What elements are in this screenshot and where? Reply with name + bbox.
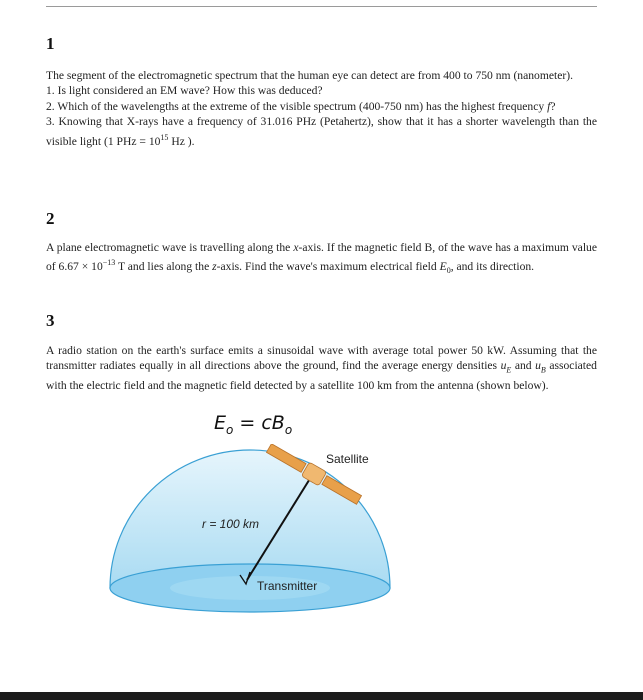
- section-2-text: [46, 240, 597, 279]
- transmitter-label: Transmitter: [257, 579, 318, 593]
- section-1-number: 1: [46, 34, 55, 53]
- satellite-dome-figure: [100, 444, 400, 620]
- section-1-text: [46, 68, 597, 149]
- section-1-question-3: 3. Knowing that X-rays have a frequency of 31.016 PHz (Petahertz), show that it has a shorter wavelength than the visible light (1 PHz = $10^{15}$ Hz ).: [46, 115, 597, 148]
- section-3-paragraph: A radio station on the earth's surface emits a sinusoidal wave with average total power 50 kW. Assuming that the transmitter radiates equally in all directions above the ground, find the average energy densities $u_E$ and $u_B$ associated with the electric field and the magnetic field detected by a satellite 100 km from the antenna (shown below).: [46, 344, 597, 393]
- formula-e-equals-cb: $E_o = cB_o$: [214, 412, 293, 437]
- section-1-question-1: 1. Is light considered an EM wave? How this was deduced?: [46, 84, 323, 98]
- bottom-bar: [0, 692, 643, 700]
- section-1-question-2: 2. Which of the wavelengths at the extreme of the visible spectrum (400-750 nm) has the highest frequency f?: [46, 99, 556, 113]
- section-3-number: 3: [46, 311, 55, 330]
- section-2-number: 2: [46, 209, 55, 228]
- satellite-label: Satellite: [326, 452, 369, 466]
- radius-label: r = 100 km: [202, 517, 260, 531]
- section-2-paragraph: A plane electromagnetic wave is travelling along the x-axis. If the magnetic field B, of the wave has a maximum value of $6.67 \times 10^{-13}$ T and lies along the z-axis. Find the wave's maximum electrical field $E_0$, and its direction.: [46, 241, 597, 276]
- top-divider: [46, 6, 597, 7]
- section-3-text: [46, 343, 597, 394]
- section-1-intro: The segment of the electromagnetic spectrum that the human eye can detect are from 400 to 750 nm (nanometer).: [46, 69, 573, 82]
